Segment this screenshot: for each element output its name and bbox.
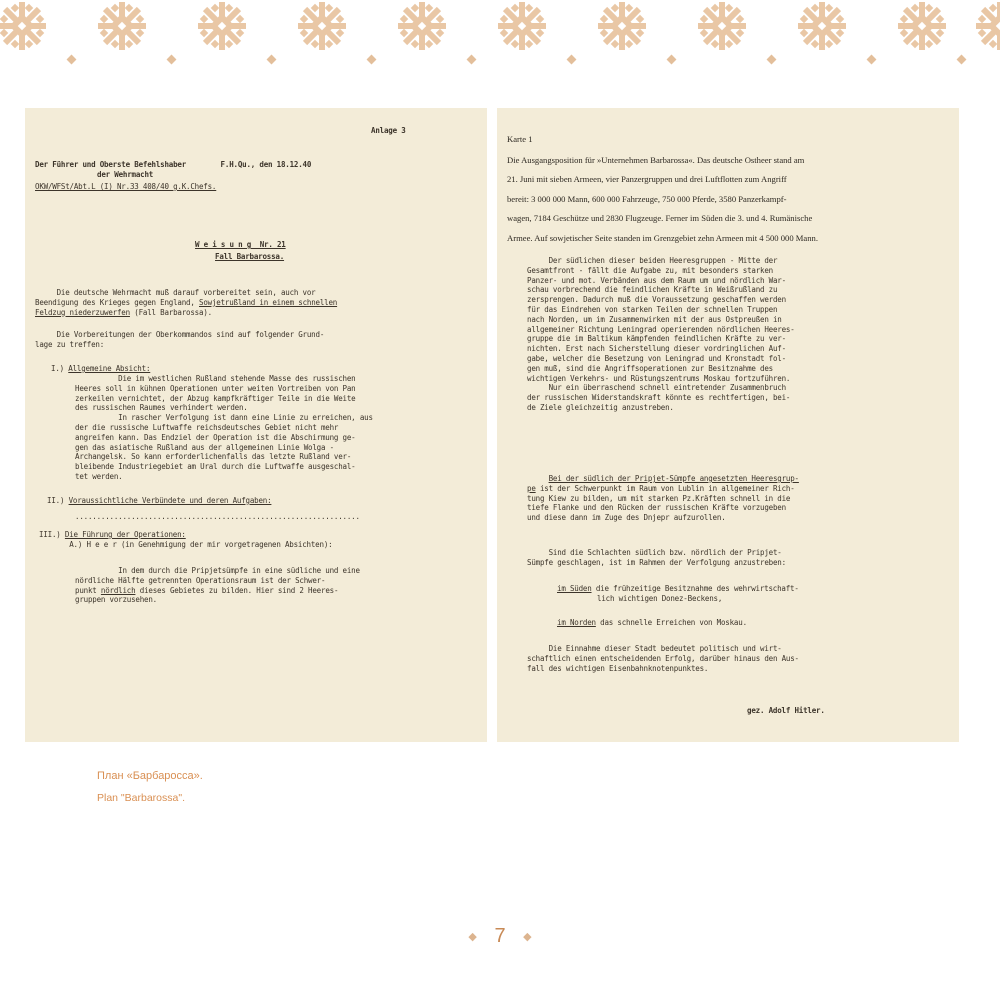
southern-group-line: Der südlichen dieser beiden Heeresgruppen - Mitte der	[527, 256, 778, 265]
map-caption-text	[507, 146, 952, 253]
signature: gez. Adolf Hitler.	[747, 706, 825, 715]
page-number: 7	[494, 925, 506, 948]
southern-group-line: Panzer- und mot. Verbänden aus dem Raum um und nördlich War-	[527, 275, 786, 285]
map-caption-line: Armee. Auf sowjetischer Seite standen im Grenzgebiet zehn Armeen mit 4 500 000 Mann.	[507, 232, 818, 243]
section-2-heading: II.) Voraussichtliche Verbündete und deren Aufgaben:	[47, 496, 272, 505]
map-caption-line: bereit: 3 000 000 Mann, 600 000 Fahrzeuge, 750 000 Pferde, 3580 Panzerkampf-	[507, 193, 787, 204]
north-objective: im Norden das schnelle Erreichen von Moskau.	[557, 618, 747, 627]
section-3-body: In dem durch die Pripjetsümpfe in eine südliche und eine nördliche Hälfte getrennten Operationsraum ist der Schwer- punkt nördlich dieses Gebietes zu bilden. Hier sind 2 Heeres- gruppen vorzusehen.	[75, 566, 360, 605]
southern-group-line: schau vorbrechend die feindlichen Kräfte in Weißrußland zu	[527, 285, 778, 295]
section-1-line: bleibende Industriegebiet am Ural durch die Luftwaffe ausgeschal-	[75, 462, 356, 472]
map-caption-line: 21. Juni mit sieben Armeen, vier Panzergruppen und drei Luftflotten zum Angriff	[507, 174, 787, 185]
south-objective: im Süden die frühzeitige Besitznahme des wehrwirtschaft- lich wichtigen Donez-Beckens,	[557, 584, 799, 603]
moscow-paragraph: Die Einnahme dieser Stadt bedeutet politisch und wirt- schaftlich einen entscheidenden Erfolg, darüber hinaus den Aus- fall des wichtigen Eisenbahnknotenpunktes.	[527, 644, 799, 673]
southern-group-paragraph	[527, 256, 947, 413]
southern-group-line: gen muß, sind die Angriffsoperationen zur Besitznahme des	[527, 363, 773, 373]
header-line-2: der Wehrmacht	[97, 170, 154, 179]
pursuit-paragraph: Sind die Schlachten südlich bzw. nördlich der Pripjet- Sümpfe geschlagen, ist im Rahmen der Verfolgung anzustreben:	[527, 548, 786, 567]
southern-group-line: allgemeiner Richtung Leningrad operierenden nördlichen Heeres-	[527, 324, 795, 334]
snowflake-ornament-band	[0, 0, 1000, 80]
southern-group-line: Gesamtfront - fällt die Aufgabe zu, mit besonders starken	[527, 265, 773, 275]
southern-group-line: nach Norden, um im Zusammenwirken mit der aus Ostpreußen in	[527, 314, 782, 324]
section-1-line: Archangelsk. So kann erforderlichenfalls das letzte Rußland ver-	[75, 452, 352, 462]
southern-group-line: de Ziele gleichzeitig anzustreben.	[527, 402, 674, 412]
southern-group-line: der russischen Widerstandskraft könnte es rechtfertigen, bei-	[527, 393, 791, 403]
directive-subtitle: Fall Barbarossa.	[215, 252, 285, 261]
southern-group-line: wichtigen Verkehrs- und Rüstungszentrums Moskau fortzuführen.	[527, 373, 791, 383]
caption-russian: План «Барбаросса».	[97, 770, 203, 782]
diamond-dot-icon	[67, 55, 967, 65]
directive-title: W e i s u n g Nr. 21	[195, 240, 286, 249]
document-scan-left	[25, 108, 487, 742]
page-number-footer	[0, 925, 1000, 948]
section-1-line: der die russische Luftwaffe reichsdeutsches Gebiet nicht mehr	[75, 422, 339, 432]
diamond-dot-icon: ◆	[468, 931, 477, 944]
preparation-paragraph: Die Vorbereitungen der Oberkommandos sind auf folgender Grund- lage zu treffen:	[35, 330, 325, 349]
section-1-line: angreifen kann. Das Endziel der Operation ist die Abschirmung ge-	[75, 432, 356, 442]
header-line: Der Führer und Oberste Befehlshaber F.H.Qu., den 18.12.40	[35, 160, 312, 169]
dotted-omission: ..................................................................	[75, 512, 360, 521]
section-1-line: tet werden.	[75, 471, 123, 481]
pripjet-paragraph: Bei der südlich der Pripjet-Sümpfe angesetzten Heeresgrup- pe ist der Schwerpunkt im Raum von Lublin in allgemeiner Rich- tung Kiew zu bilden, um mit starken Pz.Kräften schnell in die tiefe Flanke und den Rücken der russischen Kräfte vorzugeben und diese dann im Zuge des Dnjepr aufzurollen.	[527, 474, 799, 523]
diamond-dot-icon: ◆	[523, 931, 532, 944]
map-caption-line: Die Ausgangsposition für »Unternehmen Barbarossa«. Das deutsche Ostheer stand am	[507, 154, 805, 165]
caption-english: Plan "Barbarossa".	[97, 792, 185, 804]
section-1-line: des russischen Raumes verhindert werden.	[75, 403, 248, 413]
intro-paragraph: Die deutsche Wehrmacht muß darauf vorbereitet sein, auch vor Beendigung des Krieges gegen England, Sowjetrußland in einem schnellen Feldzug niederzuwerfen (Fall Barbarossa).	[35, 288, 338, 317]
southern-group-line: gruppe die im Baltikum kämpfenden feindlichen Kräfte zu ver-	[527, 334, 786, 344]
army-subheading: A.) H e e r (in Genehmigung der mir vorgetragenen Absichten):	[39, 540, 333, 549]
southern-group-line: Nur ein überraschend schnell eintretender Zusammenbruch	[527, 383, 786, 393]
southern-group-line: zersprengen. Dadurch muß die Voraussetzung geschaffen werden	[527, 295, 786, 305]
map-caption-line: wagen, 7184 Geschütze und 2830 Flugzeuge. Ferner im Süden die 3. und 4. Rumänische	[507, 213, 813, 224]
map-reference: Karte 1	[507, 134, 533, 144]
section-1-line: Die im westlichen Rußland stehende Masse des russischen	[75, 374, 356, 383]
section-1-line: gen das asiatische Rußland aus der allgemeinen Linie Wolga -	[75, 442, 334, 452]
section-1-line: In rascher Verfolgung ist dann eine Linie zu erreichen, aus	[75, 413, 373, 423]
section-1-line: zerkeilen vernichtet, der Abzug kampfkräftiger Teile in die Weite	[75, 393, 356, 403]
anlage-label: Anlage 3	[371, 126, 406, 135]
section-1-body	[75, 374, 485, 482]
document-scan-right	[497, 108, 959, 742]
section-3-heading: III.) Die Führung der Operationen:	[39, 530, 186, 539]
southern-group-line: für das Eindrehen von starken Teilen der schnellen Truppen	[527, 304, 778, 314]
southern-group-line: nichten. Erst nach Sicherstellung dieser vordringlichen Auf-	[527, 344, 786, 354]
section-1-heading: I.) Allgemeine Absicht:	[51, 364, 151, 373]
reference-number: OKW/WFSt/Abt.L (I) Nr.33 408/40 g.K.Chefs.	[35, 182, 217, 191]
section-1-line: Heeres soll in kühnen Operationen unter weiten Vortreiben von Pan	[75, 383, 356, 393]
southern-group-line: gabe, welcher die Besetzung von Leningrad und Kronstadt fol-	[527, 353, 786, 363]
